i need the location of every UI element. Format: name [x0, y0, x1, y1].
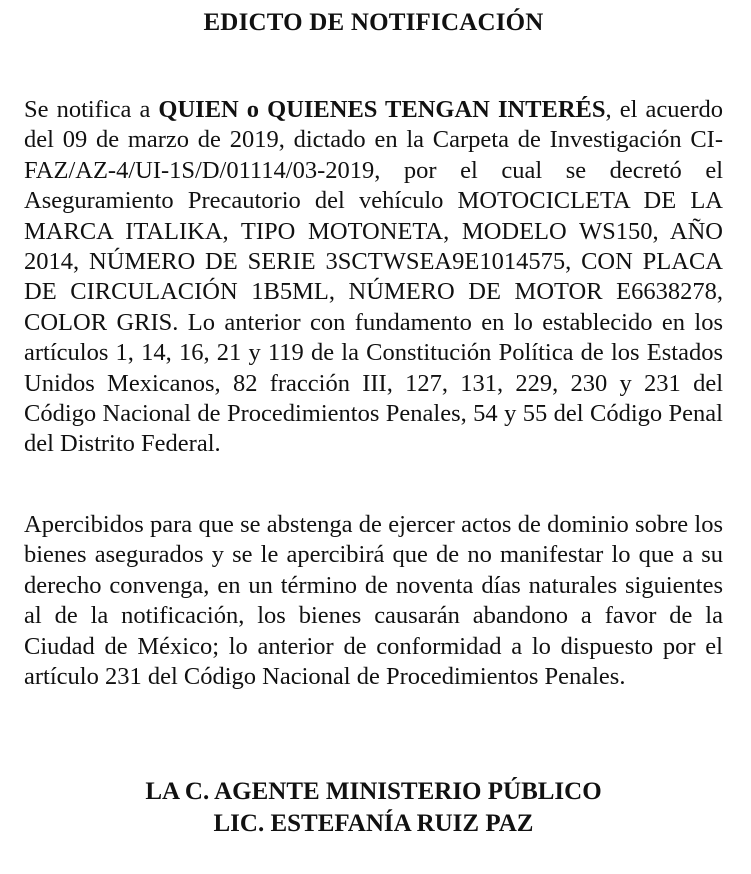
document-title: EDICTO DE NOTIFICACIÓN [203, 9, 544, 36]
paragraph-intro: Se notifica a [24, 96, 159, 123]
signature-role: LA C. AGENTE MINISTERIO PÚBLICO [145, 778, 602, 805]
addressee-text: QUIEN o QUIENES TENGAN INTERÉS [158, 96, 606, 123]
signature-block [24, 776, 723, 840]
notification-paragraph [24, 95, 723, 460]
signature-name: LIC. ESTEFANÍA RUIZ PAZ [213, 810, 534, 837]
paragraph-body: , el acuerdo del 09 de marzo de 2019, dictado en la Carpeta de Investigación CI-FAZ/AZ-4/UI-1S/D/01114/03-2019, por el cual se decretó el Aseguramiento Precautorio del vehículo MOTOCICLETA DE LA MARCA ITALIKA, TIPO MOTONETA, MODELO WS150, AÑO 2014, NÚMERO DE SERIE 3SCTWSEA9E1014575, CON PLACA DE CIRCULACIÓN 1B5ML, NÚMERO DE MOTOR E6638278, COLOR GRIS. Lo anterior con fundamento en lo establecido en los artículos 1, 14, 16, 21 y 119 de la Constitución Política de los Estados Unidos Mexicanos, 82 fracción III, 127, 131, 229, 230 y 231 del Código Nacional de Procedimientos Penales, 54 y 55 del Código Penal del Distrito Federal. [24, 96, 723, 458]
warning-paragraph: Apercibidos para que se abstenga de ejercer actos de dominio sobre los bienes asegurados y se le apercibirá que de no manifestar lo que a su derecho convenga, en un término de noventa días naturales siguientes al de la notificación, los bienes causarán abandono a favor de la Ciudad de México; lo anterior de conformidad a lo dispuesto por el artículo 231 del Código Nacional de Procedimientos Penales. [24, 511, 723, 691]
